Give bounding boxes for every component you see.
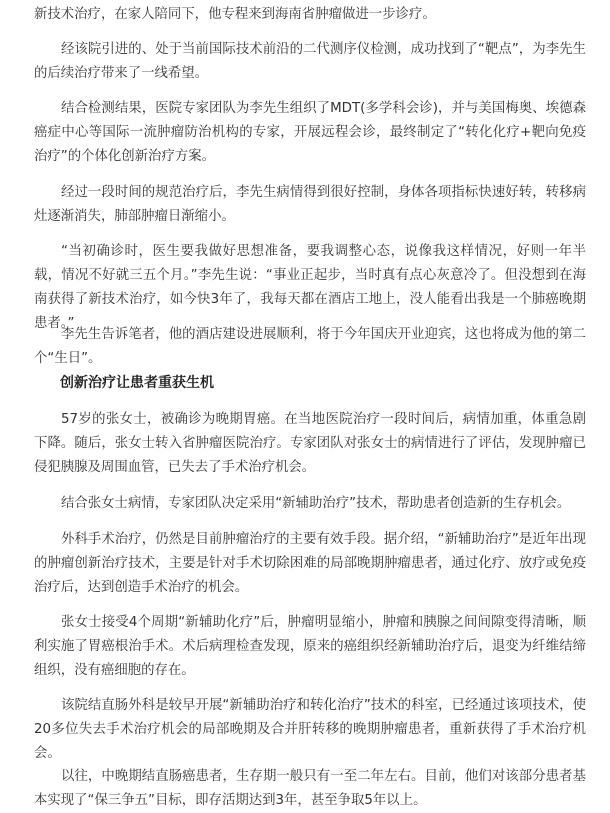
paragraph-6: 李先生告诉笔者，他的酒店建设进展顺利，将于今年国庆开业迎宾，这也将成为他的第二个“生日”。 [34, 327, 586, 366]
paragraph-5: “当初确诊时，医生要我做好思想准备，要我调整心态，说像我这样情况，好则一年半载，情况不好就三五个月。”李先生说：“事业正起步，当时真有点心灰意冷了。但没想到在海南获得了新技术治疗，如今快3年了，我每天都在酒店工地上，没人能看出我是一个肺癌晚期患者。” [34, 244, 586, 331]
paragraph-3: 结合检测结果，医院专家团队为李先生组织了MDT(多学科会诊)，并与美国梅奥、埃德森癌症中心等国际一流肿瘤防治机构的专家，开展远程会诊，最终制定了“转化化疗+靶向免疫治疗”的个体化创新治疗方案。 [34, 101, 586, 164]
paragraph-7: 57岁的张女士，被确诊为晚期胃癌。在当地医院治疗一段时间后，病情加重，体重急剧下降。随后，张女士转入省肿瘤医院治疗。专家团队对张女士的病情进行了评估，发现肿瘤已侵犯胰腺及周围血管，已失去了手术治疗机会。 [34, 412, 586, 475]
paragraph-8: 结合张女士病情，专家团队决定采用“新辅助治疗”技术，帮助患者创造新的生存机会。 [61, 496, 571, 511]
paragraph-2: 经该院引进的、处于当前国际技术前沿的二代测序仪检测，成功找到了“靶点”，为李先生的后续治疗带来了一线希望。 [34, 42, 586, 81]
section-heading: 创新治疗让患者重获生机 [60, 375, 214, 391]
paragraph-9: 外科手术治疗，仍然是目前肿瘤治疗的主要有效手段。据介绍，“新辅助治疗”是近年出现的肿瘤创新治疗技术，主要是针对手术切除困难的局部晚期肿瘤患者，通过化疗、放疗或免疫治疗后，达到创造手术治疗的机会。 [34, 532, 586, 595]
paragraph-11: 该院结直肠外科是较早开展“新辅助治疗和转化治疗”技术的科室，已经通过该项技术，使20多位失去手术治疗机会的局部晚期及合并肝转移的晚期肿瘤患者，重新获得了手术治疗机会。 [34, 698, 586, 761]
paragraph-12: 以往，中晚期结直肠癌患者，生存期一般只有一至二年左右。目前，他们对该部分患者基本实现了“保三争五”目标，即存活期达到3年，甚至争取5年以上。 [34, 769, 586, 808]
paragraph-4: 经过一段时间的规范治疗后，李先生病情得到很好控制，身体各项指标快速好转，转移病灶逐渐消失，肺部肿瘤日渐缩小。 [34, 185, 586, 224]
paragraph-10: 张女士接受4个周期“新辅助化疗”后，肿瘤明显缩小，肿瘤和胰腺之间间隙变得清晰，顺利实施了胃癌根治手术。术后病理检查发现，原来的癌组织经新辅助治疗后，退变为纤维结缔组织，没有癌细胞的存在。 [34, 615, 586, 678]
paragraph-1: 新技术治疗，在家人陪同下，他专程来到海南省肿瘤做进一步诊疗。 [34, 7, 436, 22]
